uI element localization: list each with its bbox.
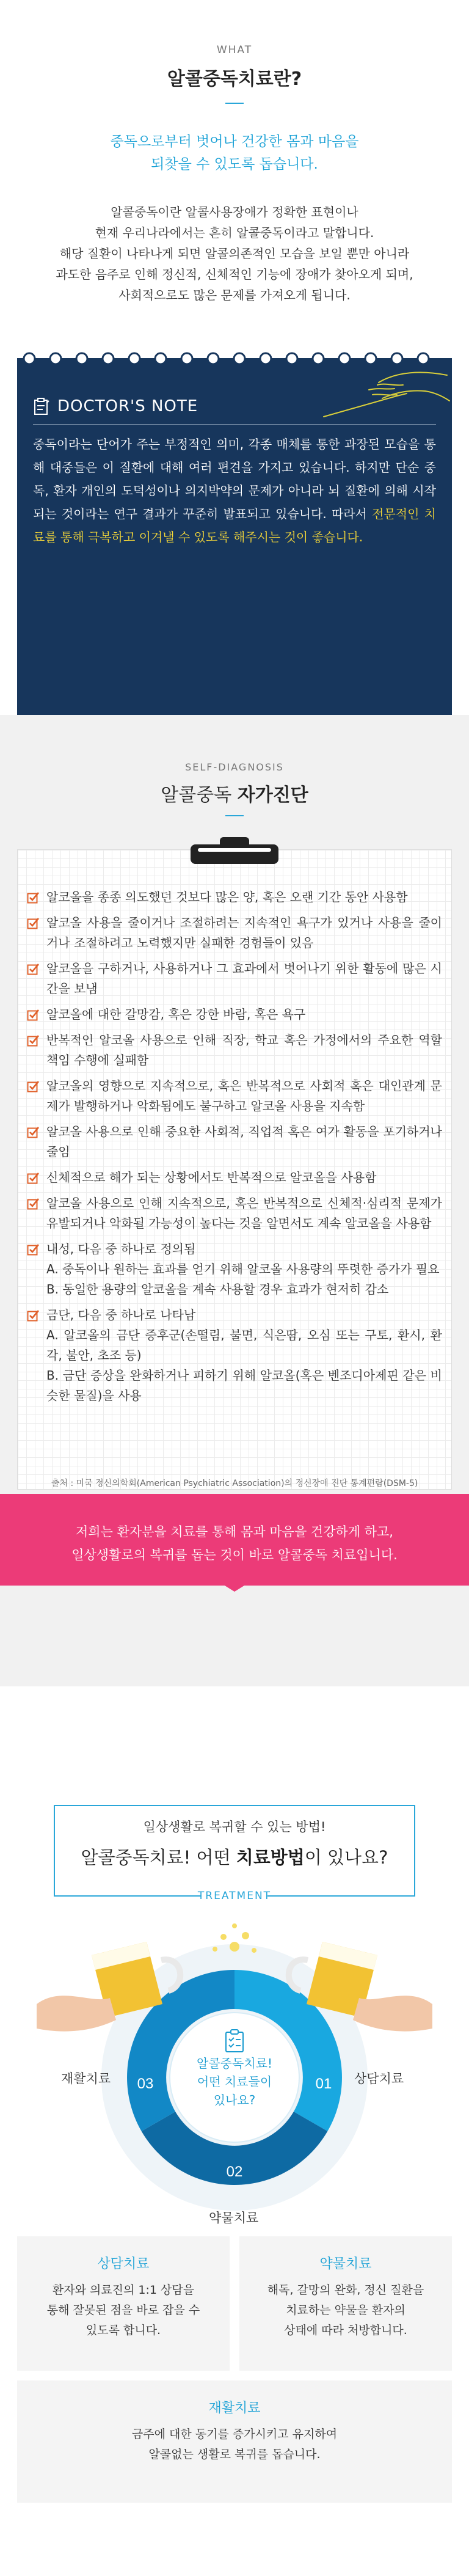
checklist-item bbox=[27, 1305, 442, 1406]
checkbox-icon bbox=[27, 963, 39, 975]
doctors-note-body: 중독이라는 단어가 주는 부정적인 의미, 각종 매체를 통한 과장된 모습을 통해 대중들은 이 질환에 대해 여러 편견을 가지고 있습니다. 하지만 단순 중독, 환자 개인의 도덕성이나 의지박약의 문제가 아니라 뇌 질환에 의해 시작되는 것이라는 연구 결과가 꾸준히 발표되고 있습니다. 따라서 bbox=[33, 437, 436, 521]
card-counseling-title: 상담치료 bbox=[97, 2256, 150, 2272]
ring-center-line-2: 어떤 치료들이 bbox=[197, 2074, 272, 2089]
checklist-item bbox=[27, 1076, 442, 1116]
what-body-1: 알콜중독이란 알콜사용장애가 정확한 표현이나 bbox=[111, 205, 358, 219]
segment-num-03: 03 bbox=[137, 2076, 154, 2092]
pink-banner-line-1: 저희는 환자분을 치료를 통해 몸과 마음을 건강하게 하고, bbox=[76, 1524, 393, 1539]
checklist-item-text: 반복적인 알코올 사용으로 인해 직장, 학교 혹은 가정에서의 주요한 역할 책임 수행에 실패함 bbox=[46, 1033, 442, 1067]
checklist-item-text: 알코올 사용으로 인해 중요한 사회적, 직업적 혹은 여가 활동을 포기하거나 줄임 bbox=[46, 1124, 442, 1159]
checklist-item-text: 알코올 사용을 줄이거나 조절하려는 지속적인 욕구가 있거나 사용을 줄이거나 조절하려고 노력했지만 실패한 경험들이 있음 bbox=[46, 915, 442, 950]
checklist-item bbox=[27, 1030, 442, 1070]
treatment-eyebrow: TREATMENT bbox=[197, 1890, 272, 1902]
what-lead-2: 되찾을 수 있도록 돕습니다. bbox=[151, 156, 318, 172]
clipboard-clip-icon bbox=[189, 836, 280, 866]
treatment-small: 일상생활로 복귀할 수 있는 방법! bbox=[143, 1820, 326, 1834]
card-medication-title: 약물치료 bbox=[319, 2256, 372, 2272]
self-diagnosis-section bbox=[0, 715, 469, 1686]
checklist-item bbox=[27, 887, 442, 907]
checkbox-icon bbox=[27, 1198, 39, 1210]
checklist-item bbox=[27, 913, 442, 953]
checkbox-icon bbox=[27, 1172, 39, 1184]
doctors-note-text bbox=[33, 433, 436, 549]
checklist-item-text: 알코올 사용으로 인해 지속적으로, 혹은 반복적으로 신체적·심리적 문제가 유발되거나 악화될 가능성이 높다는 것을 알면서도 계속 알코올을 사용함 bbox=[46, 1196, 442, 1231]
checklist-item bbox=[27, 1239, 442, 1300]
note-divider bbox=[33, 424, 436, 425]
checklist-item-text: 금단, 다음 중 하나로 나타남 A. 알코올의 금단 증후군(손떨림, 불면, 식은땀, 오심 또는 구토, 환시, 환각, 불안, 초조 등) B. 금단 증상을 완화하거나 피하기 위해 알코올(혹은 벤조디아제핀 같은 비슷한 물질)을 사용 bbox=[46, 1308, 442, 1403]
card-medication bbox=[239, 2236, 452, 2371]
treatment-diagram bbox=[0, 1912, 469, 2255]
segment-num-01: 01 bbox=[315, 2076, 332, 2092]
what-body-5: 사회적으로도 많은 문제를 가져오게 됩니다. bbox=[118, 288, 351, 302]
checklist-item-text: 알코올을 종종 의도했던 것보다 많은 양, 혹은 오랜 기간 동안 사용함 bbox=[46, 890, 408, 904]
diagnosis-source: 출처 : 미국 정신의학회(American Psychiatric Association)의 정신장애 진단 통계편람(DSM-5) bbox=[51, 1479, 418, 1488]
checklist-item bbox=[27, 1122, 442, 1162]
segment-num-02: 02 bbox=[226, 2164, 243, 2180]
segment-label-rehab: 재활치료 bbox=[61, 2071, 111, 2086]
what-lead-1: 중독으로부터 벗어나 건강한 몸과 마음을 bbox=[110, 134, 359, 150]
checklist-item-text: 알코올에 대한 갈망감, 혹은 강한 바람, 혹은 욕구 bbox=[46, 1007, 306, 1022]
diagnosis-title-bold: 자가진단 bbox=[237, 785, 308, 806]
checkbox-icon bbox=[27, 1126, 39, 1138]
card-medication-line-2: 치료하는 약물을 환자의 bbox=[286, 2303, 405, 2317]
card-rehab-title: 재활치료 bbox=[208, 2401, 261, 2416]
card-rehab-line-2: 알콜없는 생활로 복귀를 돕습니다. bbox=[148, 2448, 321, 2461]
what-body-3: 해당 질환이 나타나게 되면 알콜의존적인 모습을 보일 뿐만 아니라 bbox=[59, 246, 410, 261]
card-counseling-line-1: 환자와 의료진의 1:1 상담을 bbox=[52, 2283, 195, 2297]
card-counseling-body bbox=[23, 2280, 224, 2341]
what-title: 알콜중독치료란? bbox=[167, 68, 302, 90]
card-medication-line-1: 해독, 갈망의 완화, 정신 질환을 bbox=[267, 2283, 424, 2297]
diagnosis-title-rule bbox=[225, 815, 244, 816]
card-rehab bbox=[17, 2380, 452, 2503]
pink-banner-line-2: 일상생활로의 복귀를 돕는 것이 바로 알콜중독 치료입니다. bbox=[71, 1548, 398, 1562]
segment-label-medication: 약물치료 bbox=[209, 2211, 259, 2225]
card-medication-body bbox=[245, 2280, 446, 2341]
checklist-item bbox=[27, 959, 442, 999]
checkbox-icon bbox=[27, 1309, 39, 1322]
checkbox-icon bbox=[27, 1009, 39, 1021]
diagnosis-eyebrow: SELF-DIAGNOSIS bbox=[185, 761, 284, 773]
checkbox-icon bbox=[27, 891, 39, 904]
hand-pen-icon bbox=[305, 358, 452, 431]
checklist-item-text: 알코올의 영향으로 지속적으로, 혹은 반복적으로 사회적 혹은 대인관계 문제가 발행하거나 악화됨에도 불구하고 알코올 사용을 지속함 bbox=[46, 1078, 442, 1113]
card-rehab-body bbox=[23, 2424, 446, 2465]
checklist-item bbox=[27, 1004, 442, 1025]
what-eyebrow: WHAT bbox=[216, 44, 253, 56]
card-counseling bbox=[17, 2236, 230, 2371]
doctors-note-highlight: 전문적인 치료를 통해 극복하고 이겨낼 수 있도록 해주시는 것이 좋습니다. bbox=[33, 507, 436, 544]
checkbox-icon bbox=[27, 917, 39, 929]
card-medication-line-3: 상태에 따라 처방합니다. bbox=[284, 2324, 407, 2337]
what-body-2: 현재 우리나라에서는 흔히 알콜중독이라고 말합니다. bbox=[95, 225, 374, 240]
checklist-item-text: 알코올을 구하거나, 사용하거나 그 효과에서 벗어나기 위한 활동에 많은 시간을 보냄 bbox=[46, 961, 442, 996]
diagnosis-title bbox=[0, 780, 469, 807]
checklist-item bbox=[27, 1193, 442, 1234]
checklist bbox=[27, 887, 442, 1411]
ring-center-text bbox=[186, 2054, 283, 2109]
checklist-item-text: 내성, 다음 중 하나로 정의됨 A. 중독이나 원하는 효과를 얻기 위해 알코올 사용량의 뚜렷한 증가가 필요 B. 동일한 용량의 알코올을 계속 사용할 경우 효과가 현저히 감소 bbox=[46, 1242, 440, 1297]
note-clipboard-icon bbox=[33, 397, 50, 415]
treatment-title-bold: 치료방법 bbox=[236, 1847, 305, 1868]
pink-banner-text bbox=[0, 1520, 469, 1567]
treatment-title-plain: 알콜중독치료! 어떤 bbox=[81, 1847, 236, 1868]
card-counseling-line-2: 통해 잘못된 점을 바로 잡을 수 bbox=[46, 2303, 200, 2317]
card-rehab-line-1: 금주에 대한 동기를 증가시키고 유지하여 bbox=[131, 2428, 338, 2441]
segment-label-counseling: 상담치료 bbox=[354, 2071, 404, 2086]
diagnosis-title-plain: 알콜중독 bbox=[161, 785, 238, 806]
ring-center-line-3: 있나요? bbox=[213, 2093, 256, 2107]
checkbox-icon bbox=[27, 1034, 39, 1047]
checkbox-icon bbox=[27, 1080, 39, 1092]
doctors-note-title: DOCTOR'S NOTE bbox=[57, 397, 198, 415]
treatment-title-end: 이 있나요? bbox=[304, 1847, 388, 1868]
what-section bbox=[0, 0, 469, 715]
card-counseling-line-3: 있도록 합니다. bbox=[85, 2324, 161, 2337]
treatment-section bbox=[0, 1686, 469, 2576]
checklist-item-text: 신체적으로 해가 되는 상황에서도 반복적으로 알코올을 사용함 bbox=[46, 1170, 377, 1185]
checklist-item bbox=[27, 1168, 442, 1188]
checkbox-icon bbox=[27, 1243, 39, 1256]
doctors-note-heading bbox=[33, 397, 198, 415]
ring-center-line-1: 알콜중독치료! bbox=[197, 2056, 272, 2071]
title-rule bbox=[225, 103, 244, 104]
what-body-4: 과도한 음주로 인해 정신적, 신체적인 기능에 장애가 찾아오게 되며, bbox=[56, 267, 413, 282]
treatment-title bbox=[0, 1844, 469, 1869]
